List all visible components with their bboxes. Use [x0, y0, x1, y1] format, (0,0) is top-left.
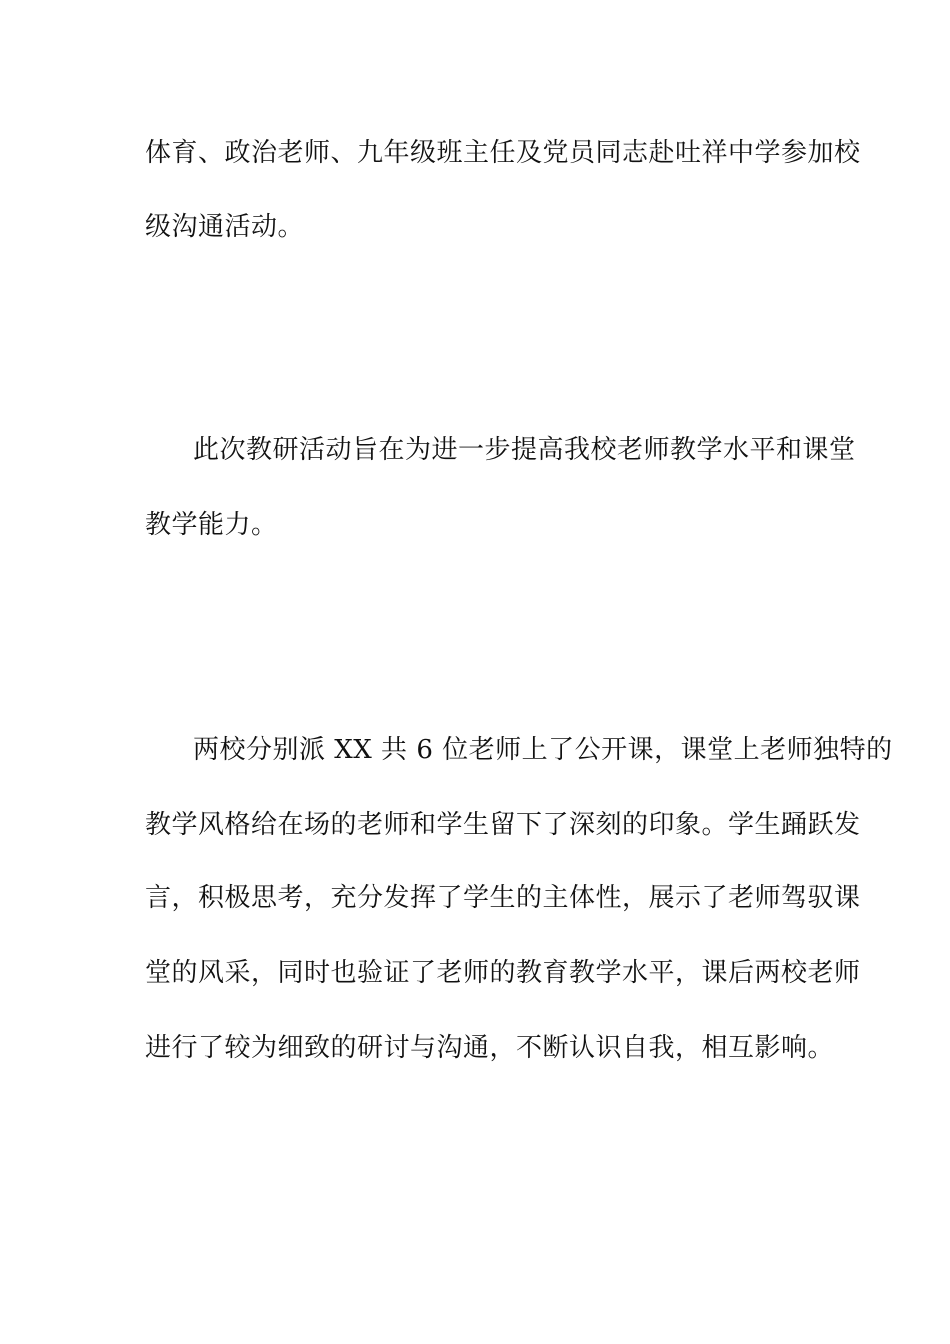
paragraph-2-line-2: 教学能力。	[145, 510, 278, 540]
paragraph-1-line-2: 级沟通活动。	[145, 212, 305, 242]
paragraph-3-line-5: 进行了较为细致的研讨与沟通，不断认识自我，相互影响。	[145, 1033, 835, 1063]
paragraph-3-line-4: 堂的风采，同时也验证了老师的教育教学水平，课后两校老师	[145, 958, 861, 988]
paragraph-2-line-1: 此次教研活动旨在为进一步提高我校老师教学水平和课堂	[193, 435, 856, 465]
paragraph-3-line-1: 两校分别派 XX 共 6 位老师上了公开课，课堂上老师独特的	[193, 735, 893, 765]
paragraph-1-line-1: 体育、政治老师、九年级班主任及党员同志赴吐祥中学参加校	[145, 138, 861, 168]
paragraph-3-line-3: 言，积极思考，充分发挥了学生的主体性，展示了老师驾驭课	[145, 883, 861, 913]
paragraph-3-line-2: 教学风格给在场的老师和学生留下了深刻的印象。学生踊跃发	[145, 810, 861, 840]
